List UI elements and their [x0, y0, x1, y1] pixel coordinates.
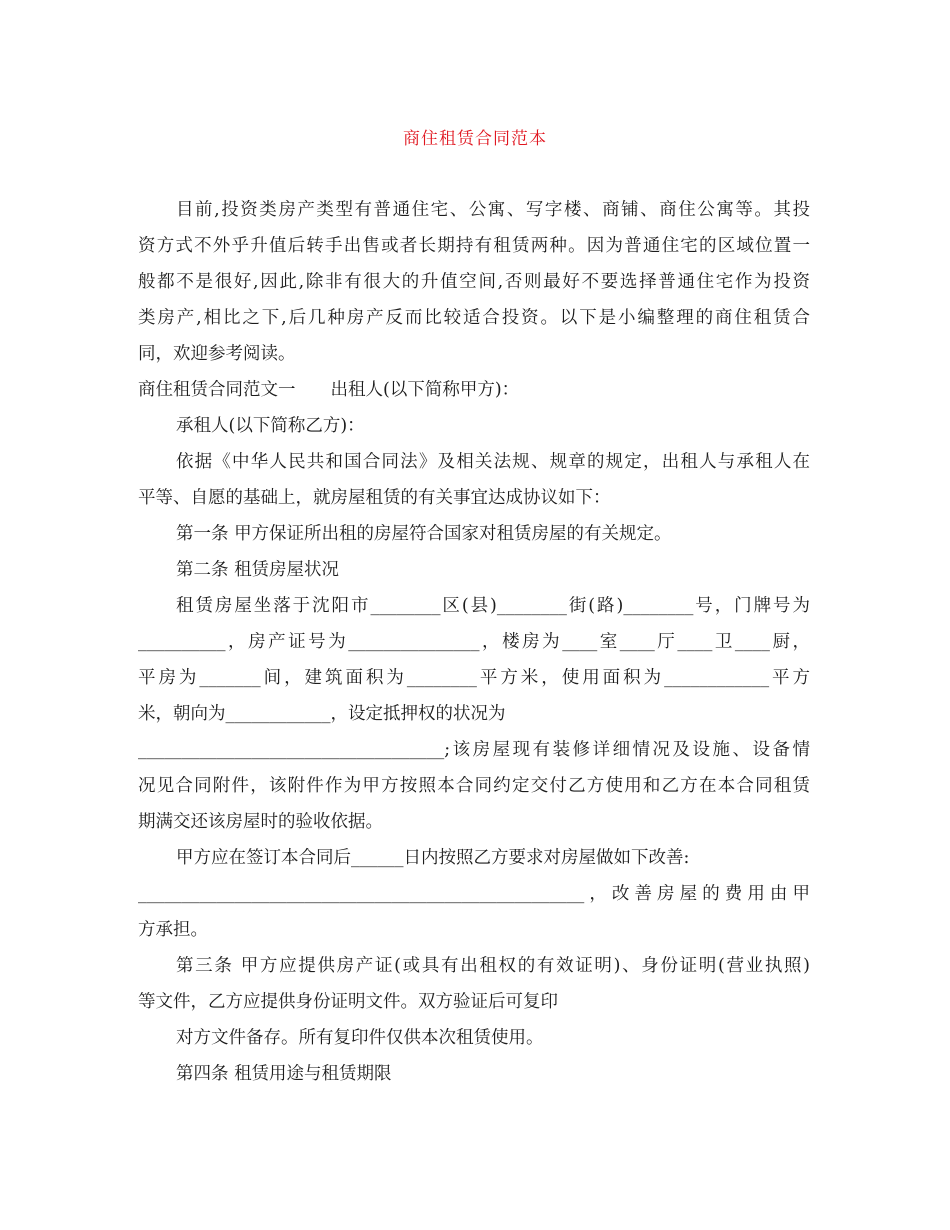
clause-line: 第四条 租赁用途与租赁期限	[176, 1064, 392, 1084]
paragraph-line: 平房为_______间，建筑面积为________平方米，使用面积为____________平方	[138, 668, 810, 688]
paragraph-line: 资方式不外乎升值后转手出售或者长期持有租赁两种。因为普通住宅的区域位置一	[138, 236, 810, 256]
paragraph-line: 期满交还该房屋时的验收依据。	[138, 812, 383, 832]
clause-line: 第二条 租赁房屋状况	[176, 560, 340, 580]
paragraph-line: 依据《中华人民共和国合同法》及相关法规、规章的规定，出租人与承租人在	[176, 452, 810, 472]
clause-line: 第三条 甲方应提供房产证(或具有出租权的有效证明)、身份证明(营业执照)	[176, 956, 810, 976]
paragraph-line: 同，欢迎参考阅读。	[138, 344, 296, 364]
section-heading: 商住租赁合同范文一 出租人(以下简称甲方)：	[138, 380, 520, 400]
paragraph-line: 方承担。	[138, 920, 208, 940]
paragraph-line: 甲方应在签订本合同后______日内按照乙方要求对房屋做如下改善:	[176, 848, 690, 868]
paragraph-line: 承租人(以下简称乙方)：	[176, 416, 365, 436]
paragraph-line: ___________________________________;该房屋现有装修详细情况及设施、设备情	[138, 740, 810, 760]
paragraph-line: 目前,投资类房产类型有普通住宅、公寓、写字楼、商铺、商住公寓等。其投	[176, 200, 810, 220]
clause-line: 第一条 甲方保证所出租的房屋符合国家对租赁房屋的有关规定。	[176, 524, 672, 544]
paragraph-line: __________，房产证号为_______________，楼房为____室____厅____卫____厨，	[138, 632, 810, 652]
paragraph-line: 平等、自愿的基础上，就房屋租赁的有关事宜达成协议如下：	[138, 488, 611, 508]
paragraph-line: 米，朝向为____________，设定抵押权的状况为	[138, 704, 506, 724]
document-title: 商住租赁合同范本	[403, 129, 547, 149]
paragraph-line: 租赁房屋坐落于沈阳市________区(县)________街(路)________号，门牌号为	[176, 596, 810, 616]
paragraph-line: 等文件，乙方应提供身份证明文件。双方验证后可复印	[138, 992, 558, 1012]
paragraph-line: 类房产,相比之下,后几种房产反而比较适合投资。以下是小编整理的商住租赁合	[138, 308, 810, 328]
paragraph-line: 况见合同附件，该附件作为甲方按照本合同约定交付乙方使用和乙方在本合同租赁	[138, 776, 810, 796]
paragraph-line: 对方文件备存。所有复印件仅供本次租赁使用。	[176, 1028, 544, 1048]
paragraph-line: ___________________________________________________，改善房屋的费用由甲	[138, 884, 810, 904]
paragraph-line: 般都不是很好,因此,除非有很大的升值空间,否则最好不要选择普通住宅作为投资	[138, 272, 810, 292]
